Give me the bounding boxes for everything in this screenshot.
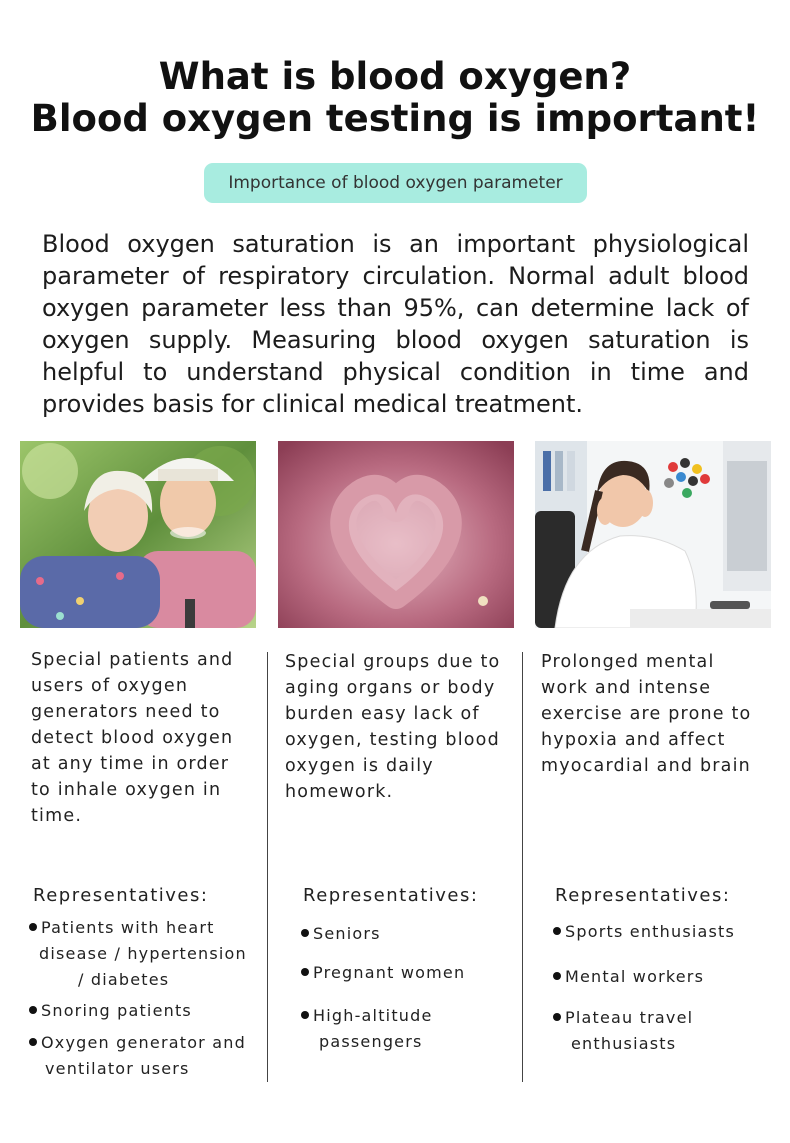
list-item: Seniors <box>301 921 381 947</box>
bullet-icon <box>301 929 309 937</box>
list-item: Patients with heart <box>29 915 215 941</box>
bullet-icon <box>553 972 561 980</box>
list-item: Oxygen generator and <box>29 1030 246 1056</box>
stressed-office-worker-photo <box>535 441 771 628</box>
representatives-heading: Representatives: <box>303 885 479 906</box>
bullet-icon <box>29 1038 37 1046</box>
column-divider <box>267 652 268 1082</box>
elderly-couple-photo <box>20 441 256 628</box>
heart-hands-belly-photo <box>278 441 514 628</box>
list-item-continuation: disease / hypertension <box>39 944 247 963</box>
intro-paragraph: Blood oxygen saturation is an important physiological parameter of respiratory circulation. Normal adult blood oxygen parameter less than 95%, can determine lack of oxygen supply. Measuring blood oxygen saturation is helpful to understand physical condition in time and provides basis for clinical medical treatment. <box>42 230 749 418</box>
bullet-icon <box>553 1013 561 1021</box>
column-2-text: Special groups due to aging organs or body burden easy lack of oxygen, testing blood oxygen is daily homework. <box>285 652 501 802</box>
column-3-text: Prolonged mental work and intense exercise are prone to hypoxia and affect myocardial and brain <box>541 652 752 776</box>
list-item: Snoring patients <box>29 998 192 1024</box>
bullet-icon <box>29 1006 37 1014</box>
page-title-line1: What is blood oxygen? <box>158 55 632 98</box>
column-1-text: Special patients and users of oxygen generators need to detect blood oxygen at any time in order to inhale oxygen in time. <box>31 650 234 826</box>
list-item: High-altitude <box>301 1003 433 1029</box>
bullet-icon <box>553 927 561 935</box>
representatives-heading: Representatives: <box>33 885 209 906</box>
representatives-heading: Representatives: <box>555 885 731 906</box>
list-item: Pregnant women <box>301 960 465 986</box>
list-item-continuation: ventilator users <box>45 1059 190 1078</box>
bullet-icon <box>301 968 309 976</box>
page-title-line2: Blood oxygen testing is important! <box>30 97 760 140</box>
list-item: Mental workers <box>553 964 704 990</box>
list-item-continuation: enthusiasts <box>571 1034 677 1053</box>
list-item: Plateau travel <box>553 1005 693 1031</box>
bullet-icon <box>29 923 37 931</box>
column-divider <box>522 652 523 1082</box>
bullet-icon <box>301 1011 309 1019</box>
list-item-continuation: passengers <box>319 1032 423 1051</box>
section-badge: Importance of blood oxygen parameter <box>204 163 587 203</box>
list-item: Sports enthusiasts <box>553 919 735 945</box>
list-item-continuation: / diabetes <box>78 970 170 989</box>
